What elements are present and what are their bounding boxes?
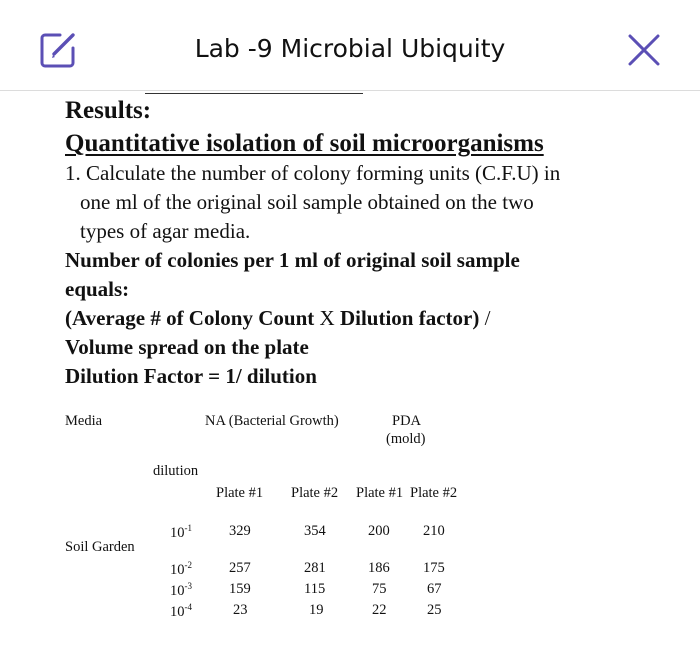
formula-line-3 [65, 306, 490, 331]
section-heading: Quantitative isolation of soil microorganisms [65, 130, 544, 157]
app-header [0, 0, 700, 91]
col-header-pda-plate-2: Plate #2 [410, 485, 458, 501]
dilution-cell: $10^{-1}$ [170, 523, 192, 541]
formula-x: X [314, 306, 340, 330]
dilution-cell: $10^{-2}$ [170, 560, 192, 578]
formula-line-5: Dilution Factor = 1/ dilution [65, 364, 317, 388]
col-header-na-plate-2: Plate #2 [291, 485, 339, 501]
formula-part-2: Dilution factor) [339, 306, 480, 330]
table-cell: 257 [229, 560, 251, 576]
col-header-pda-plate-1: Plate #1 [356, 485, 404, 501]
table-cell: 175 [423, 560, 445, 576]
table-cell: 159 [229, 581, 251, 597]
question-line-1: 1. Calculate the number of colony forming units (C.F.U) in [65, 161, 561, 185]
table-cell: 281 [304, 560, 326, 576]
table-cell: 115 [304, 581, 326, 597]
question-line-3: types of agar media. [80, 219, 251, 243]
table-cell: 23 [233, 602, 248, 618]
page-title: Lab -9 Microbial Ubiquity [194, 34, 506, 63]
formula-line-1: Number of colonies per 1 ml of original soil sample [65, 248, 520, 272]
divider-line [145, 93, 363, 94]
formula-line-4: Volume spread on the plate [65, 335, 309, 359]
close-button[interactable] [626, 32, 662, 68]
table-cell: 186 [368, 560, 390, 576]
media-label: Media [65, 413, 103, 429]
na-label: NA (Bacterial Growth) [205, 413, 339, 429]
sample-label: Soil Garden [65, 539, 135, 555]
table-cell: 75 [372, 581, 387, 597]
formula-slash: / [479, 306, 491, 330]
table-cell: 67 [427, 581, 442, 597]
question-line-2: one ml of the original soil sample obtained on the two [80, 190, 534, 214]
formula-line-2: equals: [65, 277, 130, 301]
pda-label: PDA [392, 413, 422, 429]
table-cell: 329 [229, 523, 251, 539]
table-cell: 25 [427, 602, 442, 618]
table-cell: 19 [309, 602, 324, 618]
table-cell: 22 [372, 602, 387, 618]
results-heading: Results: [65, 97, 152, 124]
dilution-label: dilution [153, 463, 199, 479]
col-header-na-plate-1: Plate #1 [216, 485, 264, 501]
dilution-cell: $10^{-4}$ [170, 602, 192, 620]
close-icon [626, 32, 662, 68]
formula-part-1: (Average # of Colony Count [65, 306, 315, 330]
table-cell: 354 [304, 523, 326, 539]
table-cell: 200 [368, 523, 390, 539]
pda-sub: (mold) [386, 431, 426, 447]
dilution-cell: $10^{-3}$ [170, 581, 192, 599]
table-cell: 210 [423, 523, 445, 539]
